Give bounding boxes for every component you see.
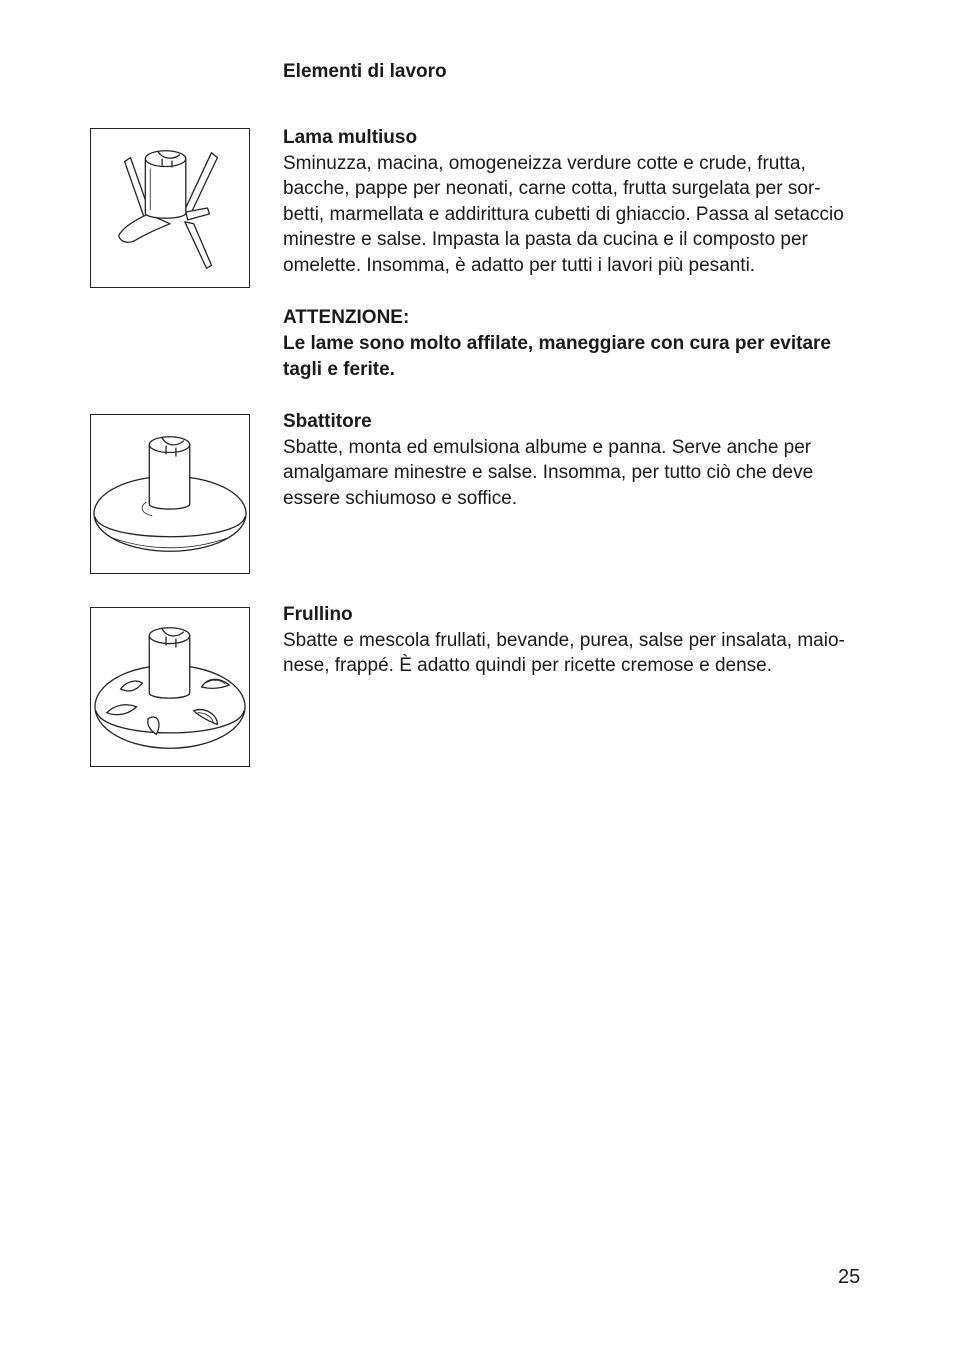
section-line: omelette. Insomma, è adatto per tutti i lavori più pesanti. [283, 254, 756, 276]
section-line: Sminuzza, macina, omogeneizza verdure cotte e crude, frutta, [283, 152, 806, 174]
section-line: minestre e salse. Impasta la pasta da cucina e il composto per [283, 229, 808, 251]
section-line: betti, marmellata e addirittura cubetti di ghiaccio. Passa al setaccio [283, 203, 844, 225]
whisk-disc-icon [91, 415, 249, 573]
section-line: bacche, pappe per neonati, carne cotta, frutta surgelata per sor- [283, 178, 821, 200]
page-number: 25 [838, 1266, 861, 1288]
section-title: Sbattitore [283, 411, 372, 432]
page-title: Elementi di lavoro [283, 61, 447, 82]
section-frullino [283, 602, 873, 679]
section-title: Frullino [283, 604, 353, 625]
illustration-blender-disc [90, 607, 250, 767]
section-line: nese, frappé. È adatto quindi per ricette cremose e dense. [283, 655, 773, 677]
section-sbattitore [283, 409, 873, 511]
section-line: essere schiumoso e soffice. [283, 487, 518, 509]
illustration-whisk-disc [90, 414, 250, 574]
section-line: Sbatte, monta ed emulsiona albume e panna. Serve anche per [283, 436, 812, 458]
section-lama-multiuso [283, 125, 873, 279]
illustration-multi-blade [90, 128, 250, 288]
section-line: Sbatte e mescola frullati, bevande, purea, salse per insalata, maio- [283, 629, 845, 651]
blender-disc-icon [91, 608, 249, 766]
section-line: amalgamare minestre e salse. Insomma, per tutto ciò che deve [283, 462, 814, 484]
section-title: Lama multiuso [283, 127, 418, 148]
warning-block [283, 305, 873, 383]
warning-line: tagli e ferite. [283, 359, 395, 380]
warning-title: ATTENZIONE: [283, 307, 410, 328]
warning-line: Le lame sono molto affilate, maneggiare con cura per evitare [283, 333, 832, 354]
multi-blade-icon [91, 129, 249, 287]
